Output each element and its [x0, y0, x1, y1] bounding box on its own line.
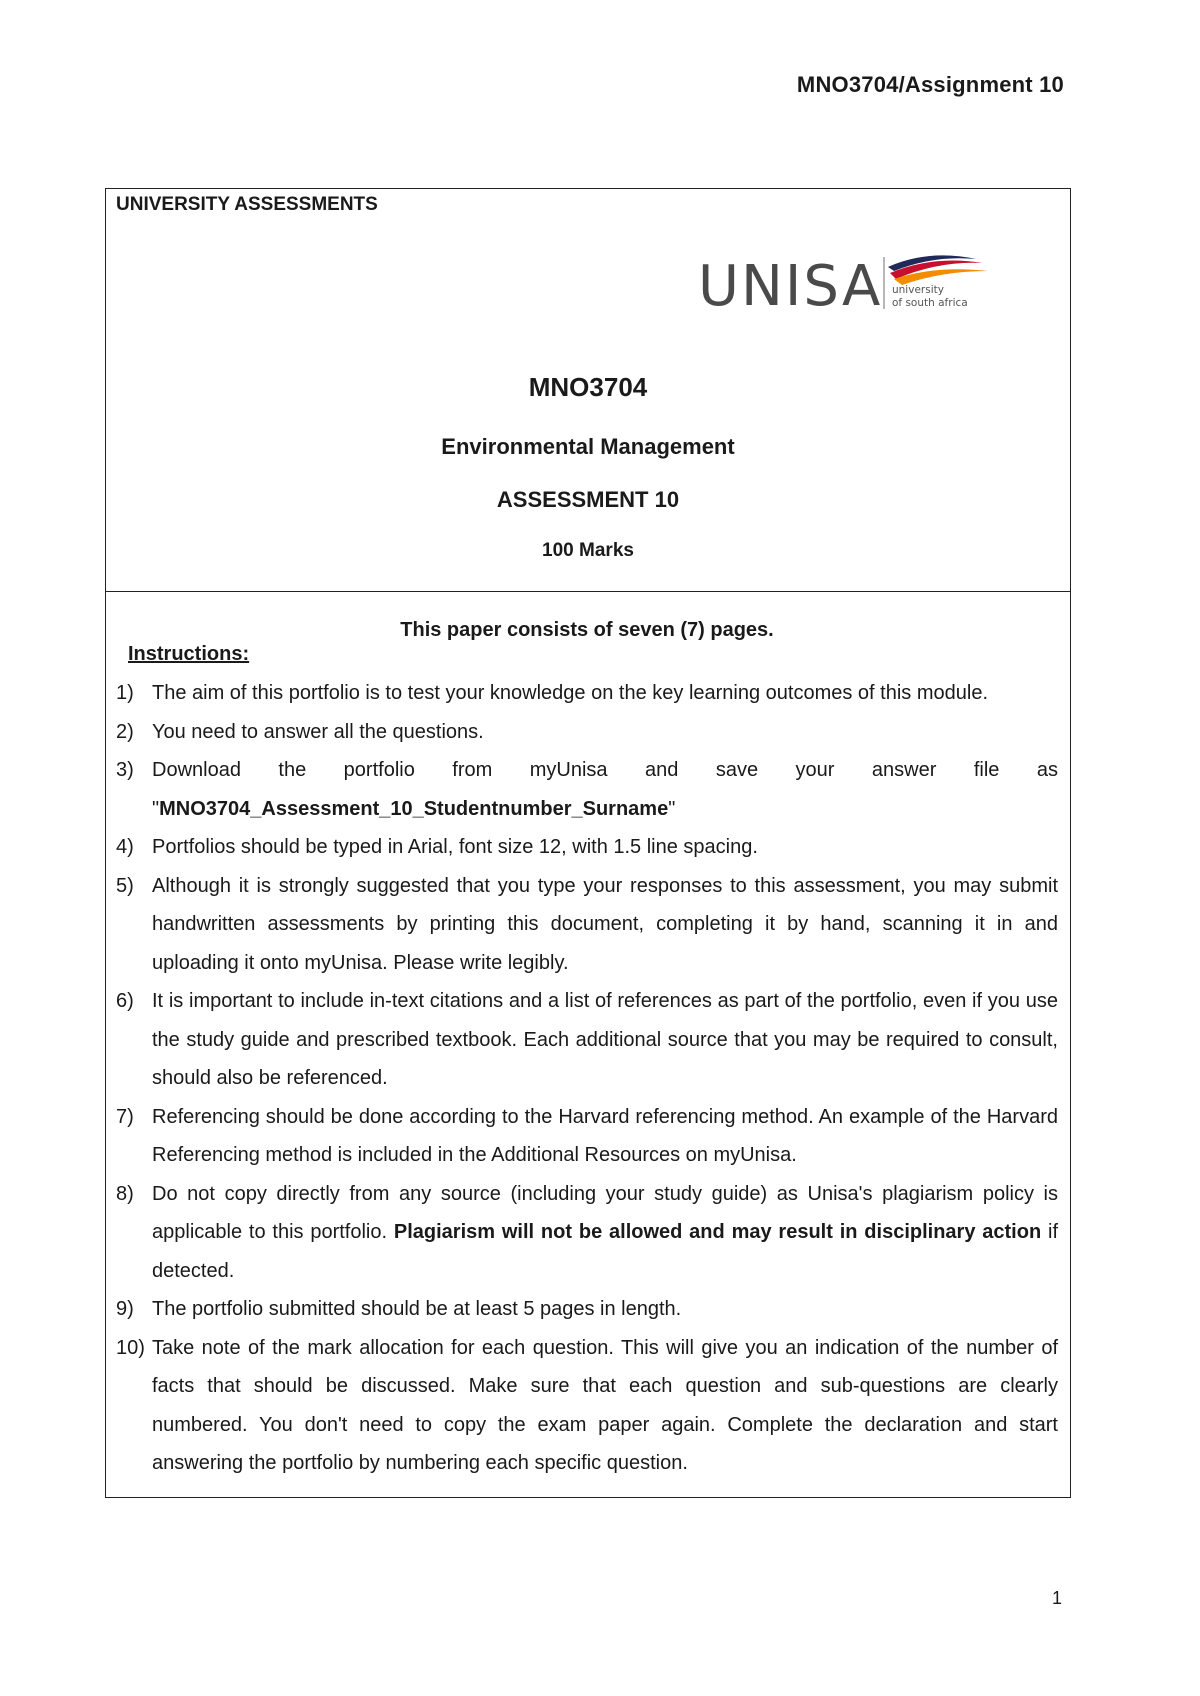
page-number: 1: [1051, 1588, 1062, 1608]
instruction-segment: Portfolios should be typed in Arial, font size 12, with 1.5 line spacing.: [152, 836, 758, 858]
instruction-segment: Although it is strongly suggested that you type your responses to this assessment, you may submit handwritten assessments by printing this document, completing it by hand, scanning it in and uploading it onto myUnisa. Please write legibly.: [152, 874, 1058, 974]
instruction-text: [152, 674, 1058, 713]
instruction-item: [116, 867, 1058, 983]
instruction-number: 5): [116, 874, 134, 897]
cover-section: [106, 189, 1070, 592]
instruction-emphasis: Plagiarism will not be allowed and may result in disciplinary action: [393, 1221, 1042, 1243]
instruction-item: [116, 1098, 1058, 1175]
instruction-segment: if detected.: [152, 1221, 1059, 1282]
instruction-segment: Do not copy directly from any source (including your study guide) as Unisa's plagiarism policy is applicable to this portfolio.: [152, 1182, 1058, 1243]
instruction-number: 7): [116, 1105, 134, 1128]
instruction-number: 10): [116, 1336, 145, 1359]
logo-tagline-line1: university: [892, 284, 944, 296]
instruction-text: [152, 1098, 1058, 1175]
instruction-number: 6): [116, 990, 134, 1012]
logo-tagline-line2: of south africa: [892, 297, 968, 309]
total-marks: 100 Marks: [542, 540, 634, 561]
instruction-item: [116, 1175, 1058, 1291]
instruction-number: 8): [116, 1182, 134, 1205]
instruction-item: [116, 1290, 1058, 1329]
instruction-emphasis: MNO3704_Assessment_10_Studentnumber_Surname: [159, 797, 669, 820]
instruction-text: [152, 713, 1058, 752]
instructions-list: [116, 674, 1058, 1483]
course-code: MNO3704: [528, 372, 648, 402]
instruction-text: [152, 1329, 1058, 1483]
assessment-frame: [105, 188, 1071, 1498]
instruction-number: 2): [116, 720, 134, 743]
instruction-item: [116, 982, 1058, 1098]
instruction-item: [116, 751, 1058, 828]
instruction-text: [152, 828, 1058, 867]
instruction-segment: You need to answer all the questions.: [152, 720, 484, 743]
instruction-item: [116, 1329, 1058, 1483]
instruction-text: [152, 1175, 1058, 1291]
instruction-number: 3): [116, 759, 134, 781]
page-count-note: This paper consists of seven (7) pages.: [400, 619, 774, 641]
instruction-segment: Take note of the mark allocation for each question. This will give you an indication of the number of facts that should be discussed. Make sure that each question and sub-questions are clearly numbered. You don't need to copy the exam paper again. Complete the declaration and start answering the portfolio by numbering each specific question.: [152, 1336, 1058, 1474]
instruction-number: 1): [116, 682, 134, 704]
instructions-heading: Instructions:: [128, 643, 250, 665]
instruction-text: [152, 867, 1058, 983]
instruction-text: [152, 1290, 1058, 1329]
assessment-title: ASSESSMENT 10: [496, 487, 680, 512]
instruction-segment: Referencing should be done according to the Harvard referencing method. An example of the Harvard Referencing method is included in the Additional Resources on myUnisa.: [152, 1105, 1058, 1166]
cover-label: UNIVERSITY ASSESSMENTS: [116, 194, 378, 215]
logo-wordmark: UNISA: [698, 254, 883, 317]
instruction-text: [152, 751, 1058, 828]
instruction-text: [152, 982, 1058, 1098]
running-header: MNO3704/Assignment 10: [796, 72, 1064, 97]
instructions-section: [106, 592, 1070, 1497]
unisa-logo: [698, 247, 998, 317]
instruction-segment: It is important to include in-text citations and a list of references as part of the portfolio, even if you use the study guide and prescribed textbook. Each additional source that you may be required to consult, should also be referenced.: [152, 990, 1058, 1089]
instruction-segment: The portfolio submitted should be at least 5 pages in length.: [152, 1298, 682, 1320]
instruction-segment: ": [668, 797, 676, 820]
instruction-number: 4): [116, 836, 134, 858]
instruction-item: [116, 828, 1058, 867]
instruction-segment: The aim of this portfolio is to test your knowledge on the key learning outcomes of this module.: [152, 682, 988, 704]
course-name: Environmental Management: [441, 434, 735, 459]
instruction-item: [116, 674, 1058, 713]
instruction-number: 9): [116, 1298, 134, 1320]
instruction-item: [116, 713, 1058, 752]
instruction-segment: Download the portfolio from myUnisa and save your answer file as ": [152, 759, 1058, 820]
